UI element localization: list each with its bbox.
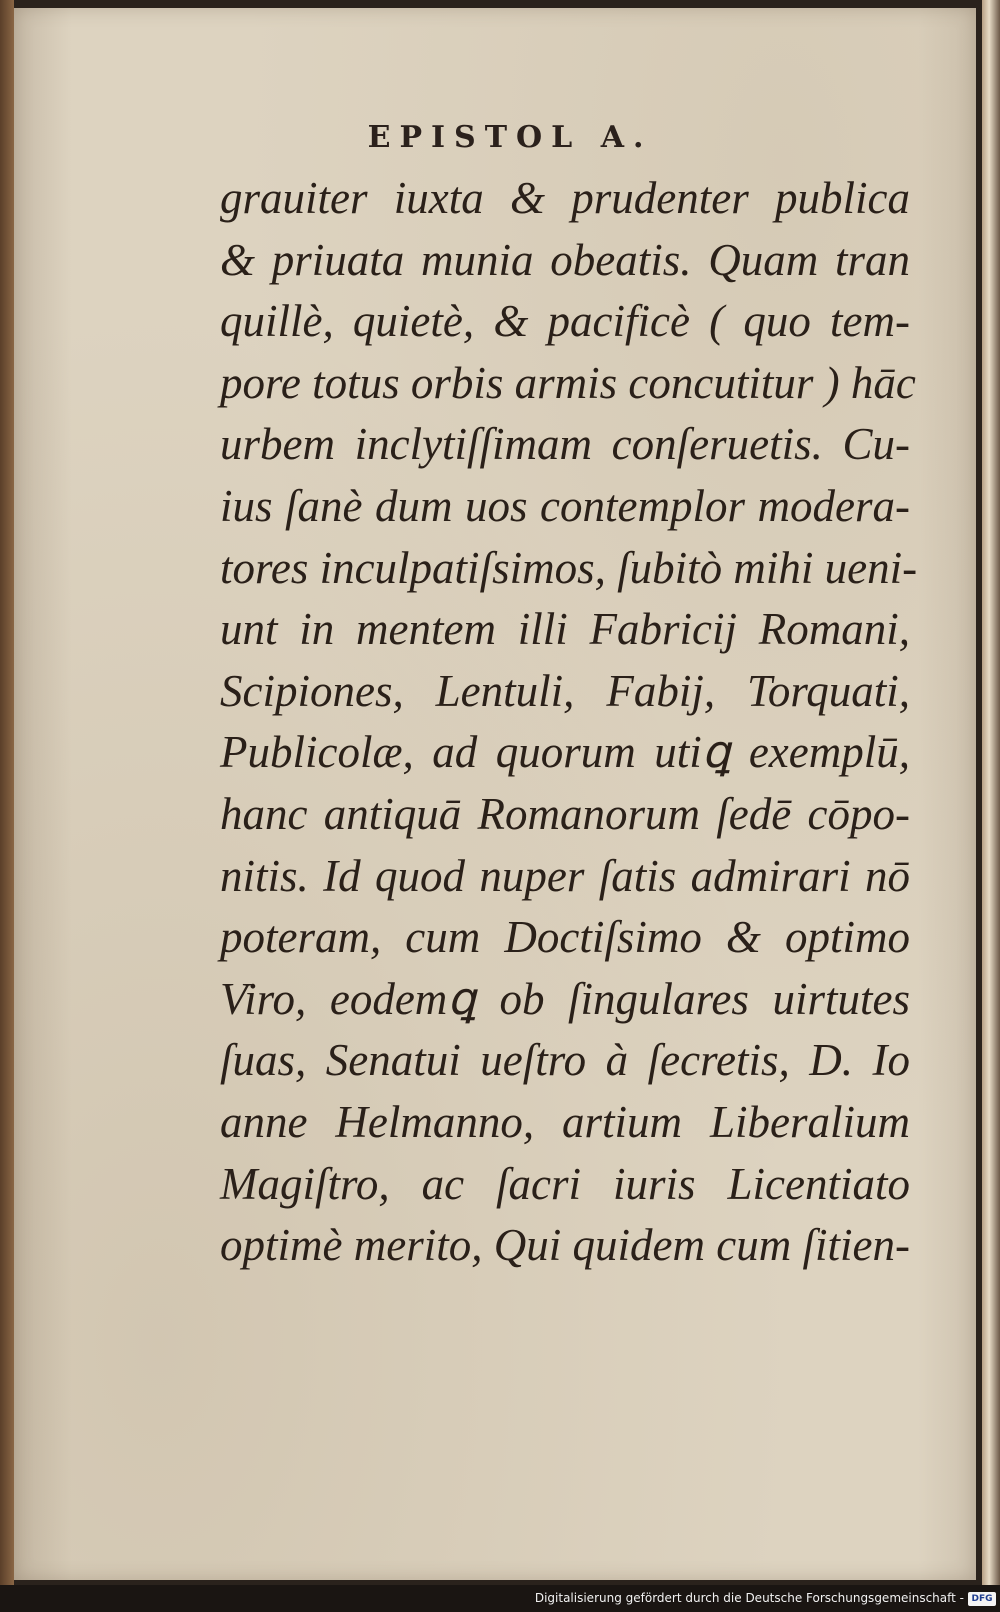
text-line: urbem inclytiſſimam conſeruetis. Cu- — [220, 419, 910, 470]
book-cover-edge-left — [0, 0, 14, 1585]
text-block — [220, 168, 918, 1277]
text-line: ius ſanè dum uos contemplor modera- — [220, 480, 910, 531]
text-line: quillè, quietè, & pacificè ( quo tem- — [220, 296, 910, 347]
funding-credit: Digitalisierung gefördert durch die Deutsche Forschungsgemeinschaft - — [534, 1591, 964, 1605]
text-line: Viro, eodemꝗ ob ſingulares uirtutes — [220, 973, 910, 1024]
text-line: poteram, cum Doctiſsimo & optimo — [220, 912, 910, 963]
text-line: unt in mentem illi Fabricij Romani, — [220, 604, 910, 655]
text-line: ſuas, Senatui ueſtro à ſecretis, D. Io — [220, 1035, 910, 1086]
footer-bar — [0, 1585, 1000, 1612]
text-line: pore totus orbis armis concutitur ) hāc — [220, 357, 916, 408]
text-line: grauiter iuxta & prudenter publica — [220, 173, 910, 223]
text-line: Scipiones, Lentuli, Fabij, Torquati, — [220, 665, 910, 716]
text-line: hanc antiquā Romanorum ſedē cōpo- — [220, 788, 910, 839]
text-line: tores inculpatiſsimos, ſubitò mihi ueni- — [220, 542, 918, 593]
book-cover-edge-right — [982, 0, 1000, 1585]
text-line: & priuata munia obeatis. Quam tran — [220, 234, 910, 285]
text-line: Publicolæ, ad quorum utiꝗ exemplū, — [220, 727, 910, 778]
text-line: nitis. Id quod nuper ſatis admirari nō — [220, 850, 910, 901]
text-line: Magiſtro, ac ſacri iuris Licentiato — [220, 1158, 910, 1209]
book-page — [14, 8, 976, 1580]
dfg-logo-icon: DFG — [968, 1592, 996, 1606]
text-line: optimè merito, Qui quidem cum ſitien- — [220, 1220, 910, 1271]
text-line: anne Helmanno, artium Liberalium — [220, 1096, 910, 1147]
running-head: EPISTOL A. — [367, 120, 653, 155]
